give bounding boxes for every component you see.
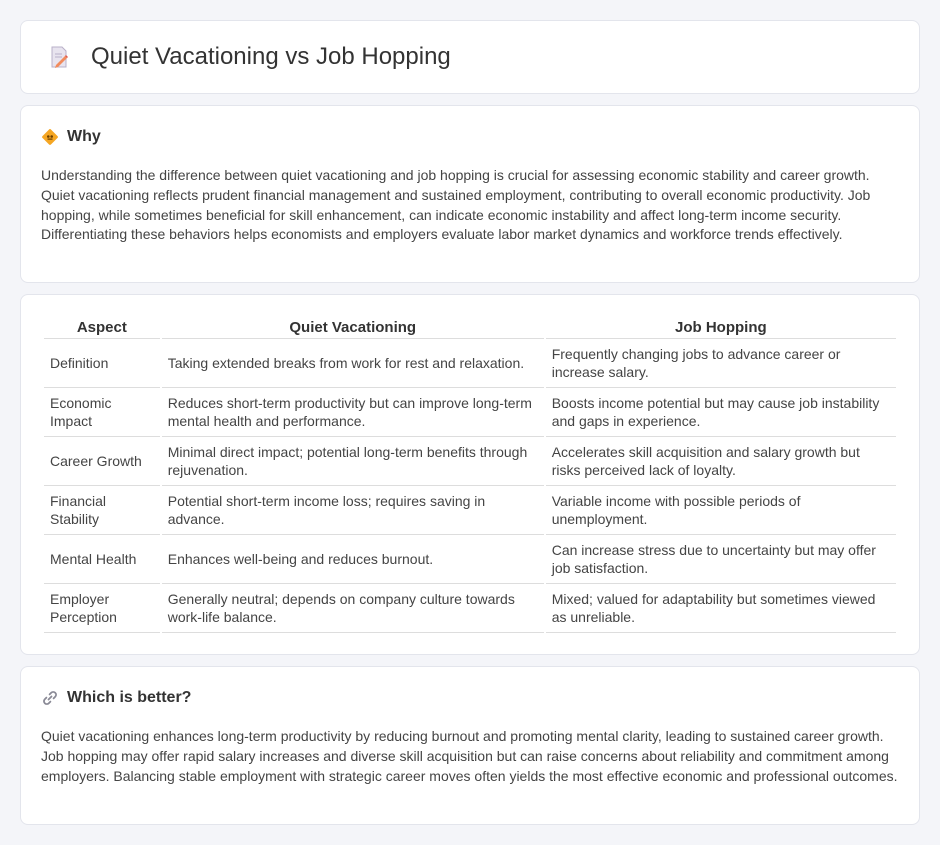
table-cell: Employer Perception <box>44 584 160 633</box>
document-pencil-icon <box>47 45 71 69</box>
why-heading <box>41 128 899 146</box>
why-section <box>20 105 920 283</box>
table-cell: Potential short-term income loss; requires saving in advance. <box>162 486 544 535</box>
table-cell: Mixed; valued for adaptability but sometimes viewed as unreliable. <box>546 584 896 633</box>
table-cell: Minimal direct impact; potential long-term benefits through rejuvenation. <box>162 437 544 486</box>
header-card <box>20 20 920 94</box>
column-header: Quiet Vacationing <box>162 316 544 339</box>
why-text: Understanding the difference between quiet vacationing and job hopping is crucial for assessing economic stability and career growth. Quiet vacationing reflects prudent financial management and sustained employment, contributing to overall economic productivity. Job hopping, while sometimes beneficial for skill enhancement, can indicate economic instability and affect long-term income security. Differentiating these behaviors helps economists and employers evaluate labor market dynamics and workforce trends effectively. <box>41 167 871 243</box>
page-title: Quiet Vacationing vs Job Hopping <box>91 43 451 70</box>
diamond-sign-icon <box>41 128 59 146</box>
column-header: Job Hopping <box>546 316 896 339</box>
table-cell: Frequently changing jobs to advance career or increase salary. <box>546 339 896 388</box>
table-cell: Mental Health <box>44 535 160 584</box>
table-cell: Can increase stress due to uncertainty but may offer job satisfaction. <box>546 535 896 584</box>
table-row <box>44 486 896 535</box>
table-row <box>44 388 896 437</box>
table-row <box>44 437 896 486</box>
which-title: Which is better? <box>67 689 192 706</box>
table-cell: Accelerates skill acquisition and salary growth but risks perceived lack of loyalty. <box>546 437 896 486</box>
table-cell: Variable income with possible periods of unemployment. <box>546 486 896 535</box>
table-cell: Taking extended breaks from work for rest and relaxation. <box>162 339 544 388</box>
column-header: Aspect <box>44 316 160 339</box>
table-cell: Definition <box>44 339 160 388</box>
table-row <box>44 535 896 584</box>
table-cell: Boosts income potential but may cause job instability and gaps in experience. <box>546 388 896 437</box>
table-cell: Career Growth <box>44 437 160 486</box>
table-cell: Generally neutral; depends on company culture towards work-life balance. <box>162 584 544 633</box>
table-row <box>44 584 896 633</box>
table-cell: Economic Impact <box>44 388 160 437</box>
table-header-row <box>44 316 896 339</box>
comparison-table <box>42 316 898 633</box>
comparison-section <box>20 294 920 655</box>
table-row <box>44 339 896 388</box>
which-text: Quiet vacationing enhances long-term productivity by reducing burnout and promoting mental clarity, leading to sustained career growth. Job hopping may offer rapid salary increases and diverse skill acquisition but can raise concerns about reliability and commitment among employers. Balancing stable employment with strategic career moves often yields the most effective economic and professional outcomes. <box>41 728 898 784</box>
link-icon <box>41 689 59 707</box>
table-cell: Reduces short-term productivity but can improve long-term mental health and performance. <box>162 388 544 437</box>
which-heading <box>41 689 899 707</box>
table-cell: Financial Stability <box>44 486 160 535</box>
which-section <box>20 666 920 825</box>
why-title: Why <box>67 128 101 145</box>
table-cell: Enhances well-being and reduces burnout. <box>162 535 544 584</box>
